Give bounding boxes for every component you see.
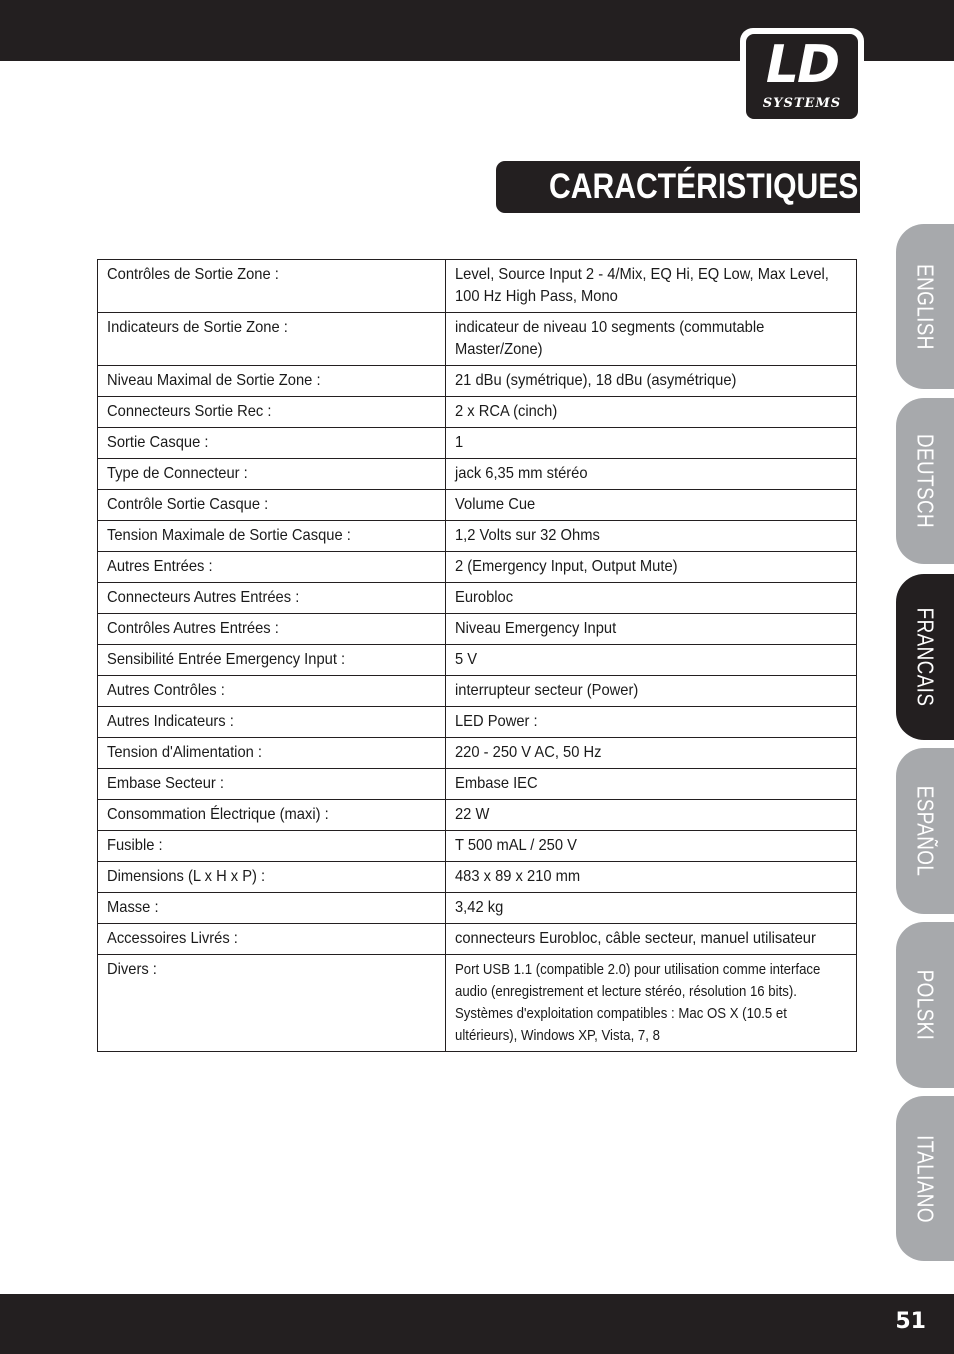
table-row [98,313,857,366]
table-row [98,738,857,769]
spec-label: Contrôles Autres Entrées : [98,614,446,645]
spec-value: T 500 mAL / 250 V [445,831,856,862]
table-row [98,955,857,1052]
spec-value: indicateur de niveau 10 segments (commutable Master/Zone) [445,313,856,366]
spec-label: Tension d'Alimentation : [98,738,446,769]
spec-value: Level, Source Input 2 - 4/Mix, EQ Hi, EQ Low, Max Level, 100 Hz High Pass, Mono [445,260,856,313]
table-row [98,366,857,397]
table-row [98,893,857,924]
logo-subtitle: SYSTEMS [762,96,842,111]
tab-label: ITALIANO [912,1134,939,1223]
section-title: CARACTÉRISTIQUES : [549,167,877,206]
spec-label: Accessoires Livrés : [98,924,446,955]
ld-systems-logo [740,28,864,125]
logo-badge [744,32,860,121]
table-row [98,924,857,955]
table-row [98,552,857,583]
spec-value: 483 x 89 x 210 mm [445,862,856,893]
tab-francais[interactable] [896,574,954,740]
table-row [98,862,857,893]
tab-label: POLSKI [912,969,939,1041]
tab-deutsch[interactable] [896,398,954,564]
table-row [98,707,857,738]
spec-label: Dimensions (L x H x P) : [98,862,446,893]
table-row [98,490,857,521]
spec-value: 1 [445,428,856,459]
spec-value: 22 W [445,800,856,831]
spec-value: 2 (Emergency Input, Output Mute) [445,552,856,583]
spec-value: 1,2 Volts sur 32 Ohms [445,521,856,552]
spec-label: Type de Connecteur : [98,459,446,490]
spec-label: Tension Maximale de Sortie Casque : [98,521,446,552]
spec-label: Connecteurs Autres Entrées : [98,583,446,614]
tab-polski[interactable] [896,922,954,1088]
tab-label: ESPAÑOL [912,785,939,877]
spec-label: Indicateurs de Sortie Zone : [98,313,446,366]
spec-value: connecteurs Eurobloc, câble secteur, manuel utilisateur [445,924,856,955]
spec-label: Sortie Casque : [98,428,446,459]
spec-value: jack 6,35 mm stéréo [445,459,856,490]
table-row [98,769,857,800]
table-row [98,521,857,552]
spec-value: 5 V [445,645,856,676]
spec-value: Niveau Emergency Input [445,614,856,645]
spec-label: Contrôles de Sortie Zone : [98,260,446,313]
spec-value: 2 x RCA (cinch) [445,397,856,428]
table-row [98,260,857,313]
table-row [98,614,857,645]
spec-value: Volume Cue [445,490,856,521]
page-number: 51 [895,1309,926,1334]
tab-espanol[interactable] [896,748,954,914]
spec-value: Eurobloc [445,583,856,614]
table-row [98,831,857,862]
tab-label: FRANCAIS [912,607,939,707]
table-row [98,397,857,428]
table-row [98,583,857,614]
spec-label: Contrôle Sortie Casque : [98,490,446,521]
spec-label: Masse : [98,893,446,924]
tab-label: DEUTSCH [912,433,939,529]
spec-label: Embase Secteur : [98,769,446,800]
table-row [98,459,857,490]
table-row [98,676,857,707]
table-row [98,800,857,831]
spec-label: Consommation Électrique (maxi) : [98,800,446,831]
spec-value: interrupteur secteur (Power) [445,676,856,707]
spec-value: Port USB 1.1 (compatible 2.0) pour utilisation comme interface audio (enregistrement et lecture stéréo, résolution 16 bits). Systèmes d'exploitation compatibles : Mac OS X (10.5 et ultérieurs), Windows XP, Vista, 7, 8 [445,955,856,1052]
spec-value: 3,42 kg [445,893,856,924]
spec-label: Autres Indicateurs : [98,707,446,738]
spec-label: Niveau Maximal de Sortie Zone : [98,366,446,397]
spec-value: 21 dBu (symétrique), 18 dBu (asymétrique) [445,366,856,397]
section-title-banner [496,161,877,213]
tab-english[interactable] [896,224,954,389]
specifications-table [97,259,857,1052]
spec-label: Divers : [98,955,446,1052]
spec-label: Fusible : [98,831,446,862]
spec-label: Autres Entrées : [98,552,446,583]
table-row [98,428,857,459]
table-row [98,645,857,676]
tab-italiano[interactable] [896,1096,954,1261]
logo-mark: LD [765,35,839,95]
spec-label: Sensibilité Entrée Emergency Input : [98,645,446,676]
footer-bar [0,1294,954,1354]
spec-value: 220 - 250 V AC, 50 Hz [445,738,856,769]
spec-label: Connecteurs Sortie Rec : [98,397,446,428]
spec-label: Autres Contrôles : [98,676,446,707]
spec-value: LED Power : [445,707,856,738]
spec-value: Embase IEC [445,769,856,800]
tab-label: ENGLISH [912,263,939,350]
